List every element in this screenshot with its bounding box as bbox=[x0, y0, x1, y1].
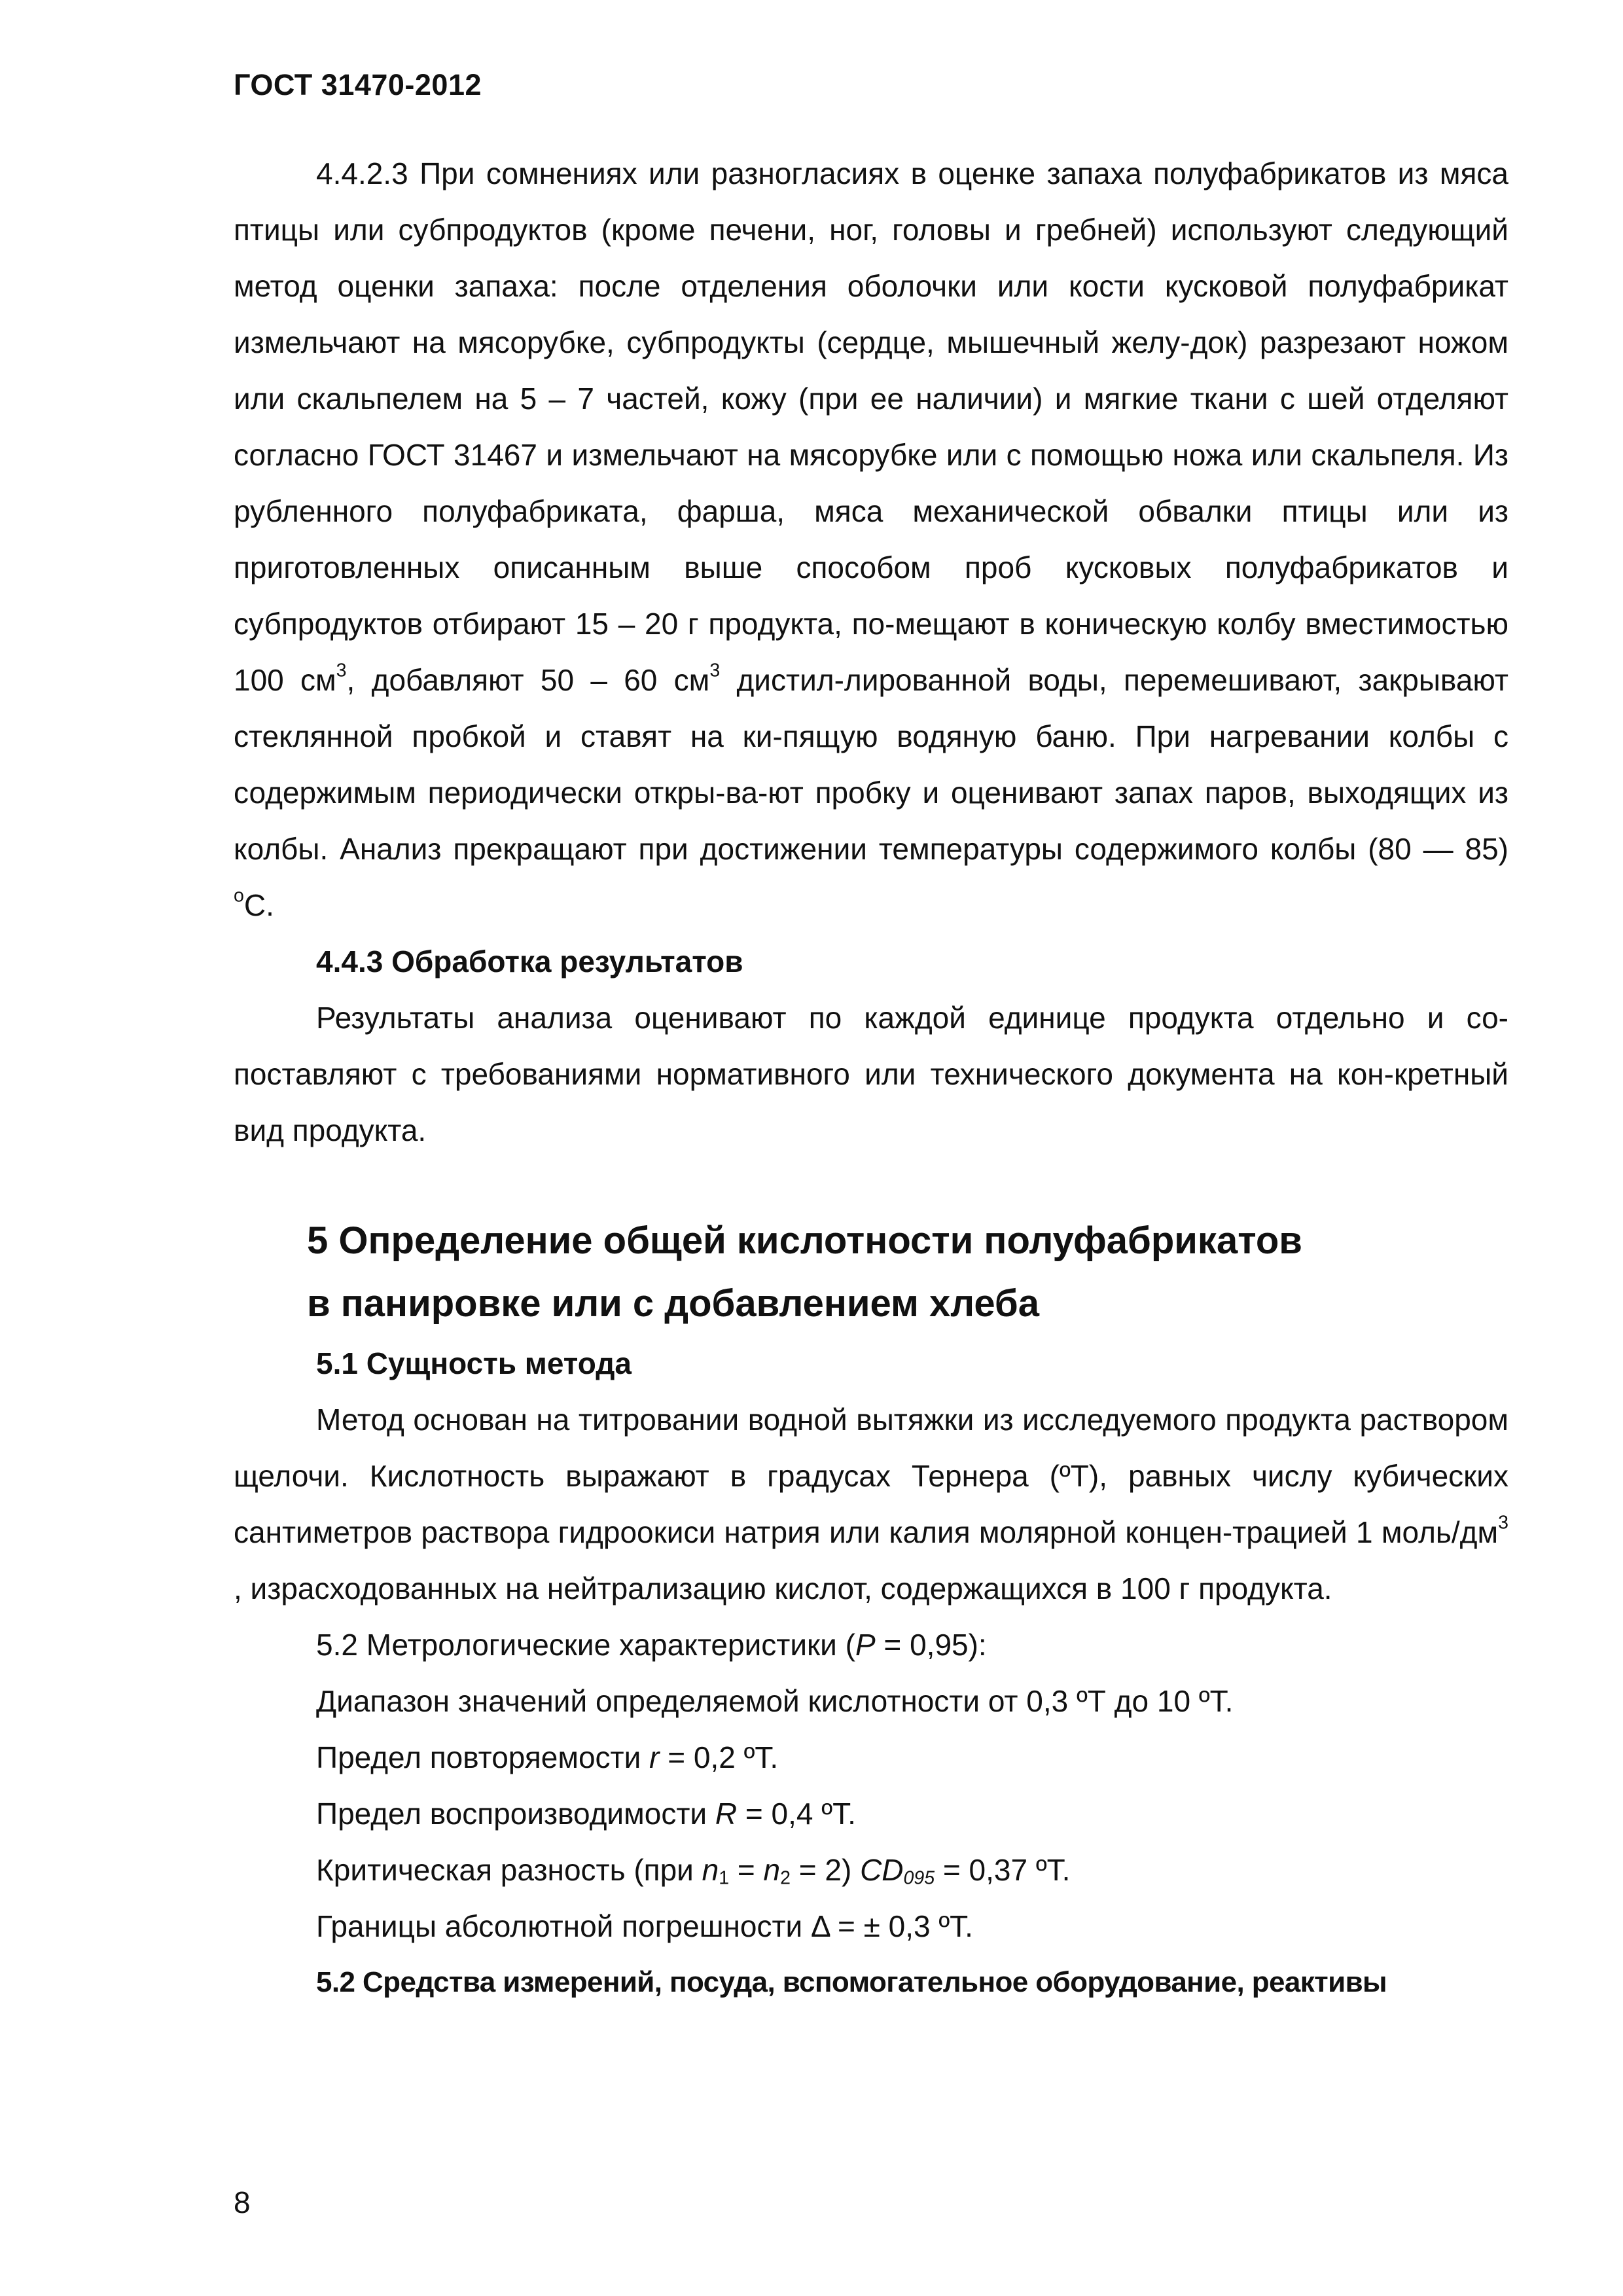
critical-equals: = bbox=[729, 1853, 764, 1887]
subheading-5-1: 5.1 Сущность метода bbox=[316, 1346, 632, 1380]
repeatability-text-b: = 0,2 ºТ. bbox=[659, 1740, 779, 1774]
subheading-4-4-3: 4.4.3 Обработка результатов bbox=[316, 944, 743, 978]
superscript-cm3-first: 3 bbox=[336, 660, 347, 681]
degree-superscript: о bbox=[234, 885, 244, 906]
section-5-title-line-1: 5 Определение общей кислотности полуфабрикатов bbox=[307, 1219, 1302, 1262]
repeatability-line bbox=[234, 1729, 1508, 1785]
repeatability-variable: r bbox=[649, 1740, 660, 1774]
paragraph-5-1 bbox=[234, 1391, 1508, 1617]
reproducibility-text-a: Предел воспроизводимости bbox=[316, 1797, 715, 1831]
document-header-gost: ГОСТ 31470-2012 bbox=[234, 68, 482, 101]
probability-variable: Р bbox=[855, 1628, 876, 1662]
section-5-title-line-2: в панировке или с добавлением хлеба bbox=[307, 1282, 1039, 1325]
paragraph-4-4-2-3-part-b: , добавляют 50 – 60 см bbox=[346, 663, 710, 697]
page-body bbox=[234, 145, 1508, 2011]
paragraph-5-1-part-b: , израсходованных на нейтрализацию кислот, содержащихся в 100 г продукта. bbox=[234, 1571, 1332, 1605]
cd-subscript: 095 bbox=[903, 1867, 935, 1889]
superscript-cm3-second: 3 bbox=[709, 660, 721, 681]
critical-text-b: = 0,37 ºТ. bbox=[935, 1853, 1071, 1887]
paragraph-4-4-2-3-part-c: дистил-лированной воды, перемешивают, закрывают стеклянной пробкой и ставят на ки-пящую водяную баню. При нагревании колбы с содержимым периодически откры-ва-ют пробку и оценивают запах паров, выходящих из колбы. Анализ прекращают при достижении температуры содержимого колбы (80 — 85) bbox=[234, 663, 1508, 866]
reproducibility-line bbox=[234, 1785, 1508, 1842]
metrology-text-a: 5.2 Метрологические характеристики ( bbox=[316, 1628, 855, 1662]
metrology-text-b: = 0,95): bbox=[875, 1628, 987, 1662]
reproducibility-text-b: = 0,4 ºТ. bbox=[737, 1797, 856, 1831]
absolute-error-line: Границы абсолютной погрешности Δ = ± 0,3 ºТ. bbox=[316, 1909, 973, 1943]
paragraph-4-4-2-3-part-a: 4.4.2.3 При сомнениях или разногласиях в оценке запаха полуфабрикатов из мяса птицы или субпродуктов (кроме печени, ног, головы и гребней) используют следующий метод оценки запаха: после отделения оболочки или кости кусковой полуфабрикат измельчают на мясорубке, субпродукты (сердце, мышечный желу-док) разрезают ножом или скальпелем на 5 – 7 частей, кожу (при ее наличии) и мягкие ткани с шей отделяют согласно ГОСТ 31467 и измельчают на мясорубке или с помощью ножа или скальпеля. Из рубленного полуфабриката, фарша, мяса механической обвалки птицы или из приготовленных описанным выше способом проб кусковых полуфабрикатов и субпродуктов отбирают 15 – 20 г продукта, по-мещают в коническую колбу вместимостью 100 см bbox=[234, 156, 1508, 697]
n2-subscript: 2 bbox=[780, 1867, 791, 1889]
critical-difference-line bbox=[234, 1842, 1508, 1898]
reproducibility-variable: R bbox=[715, 1797, 738, 1831]
n2-variable: n bbox=[763, 1853, 781, 1887]
paragraph-4-4-3: Результаты анализа оценивают по каждой единице продукта отдельно и со-поставляют с требованиями нормативного или технического документа на кон-кретный вид продукта. bbox=[234, 1001, 1508, 1147]
n1-variable: n bbox=[702, 1853, 719, 1887]
paragraph-4-4-2-3-part-d: С. bbox=[243, 888, 274, 922]
cd-variable: CD bbox=[860, 1853, 904, 1887]
repeatability-text-a: Предел повторяемости bbox=[316, 1740, 650, 1774]
superscript-dm3: 3 bbox=[1498, 1512, 1508, 1534]
subheading-5-2-equipment: 5.2 Средства измерений, посуда, вспомогательное оборудование, реактивы bbox=[316, 1966, 1387, 1998]
acidity-range-line: Диапазон значений определяемой кислотности от 0,3 ºТ до 10 ºТ. bbox=[316, 1684, 1234, 1718]
metrological-characteristics-line bbox=[234, 1617, 1508, 1673]
section-5-title bbox=[234, 1210, 1508, 1335]
n1-subscript: 1 bbox=[719, 1867, 730, 1889]
page-number: 8 bbox=[234, 2185, 251, 2219]
critical-text-a: Критическая разность (при bbox=[316, 1853, 702, 1887]
critical-equals-2: = 2) bbox=[790, 1853, 861, 1887]
paragraph-4-4-2-3 bbox=[234, 145, 1508, 933]
paragraph-5-1-part-a: Метод основан на титровании водной вытяжки из исследуемого продукта раствором щелочи. Кислотность выражают в градусах Тернера (ºТ), равных числу кубических сантиметров раствора гидроокиси натрия или калия молярной концен-трацией 1 моль/дм bbox=[234, 1403, 1508, 1549]
